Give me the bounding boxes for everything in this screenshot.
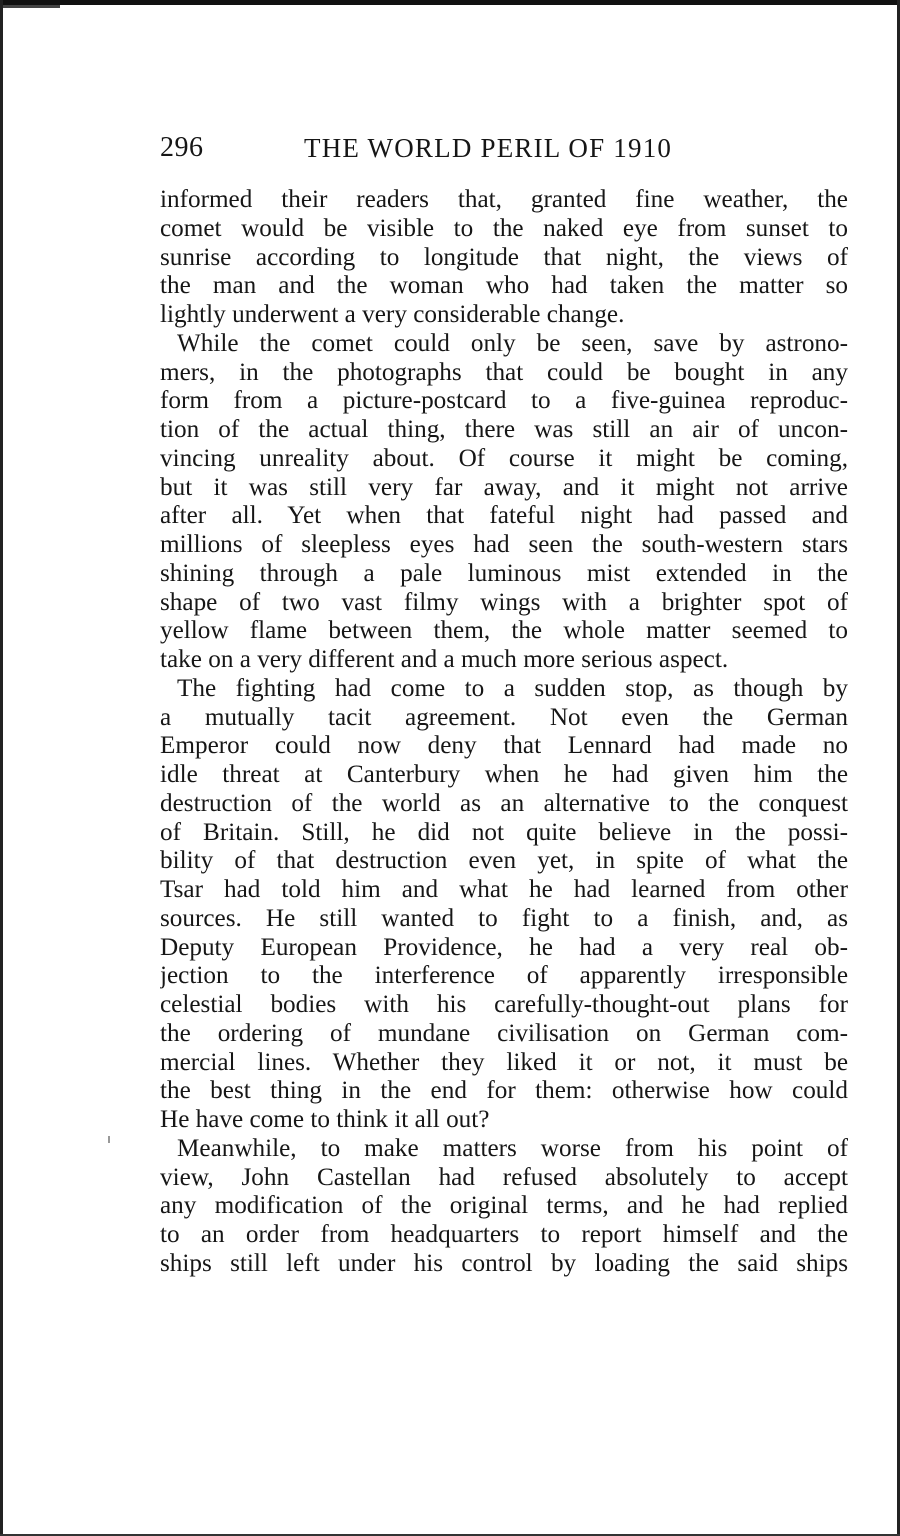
text-line: ships still left under his control by loading the said ships bbox=[160, 1249, 848, 1277]
scan-top-edge-mark bbox=[0, 5, 60, 8]
scan-left-edge bbox=[0, 0, 3, 1536]
text-line: form from a picture-postcard to a five-guinea reproduc- bbox=[160, 387, 848, 415]
text-line: celestial bodies with his carefully-thought-out plans for bbox=[160, 991, 848, 1018]
text-line: take on a very different and a much more serious aspect. bbox=[160, 646, 729, 673]
text-line: Meanwhile, to make matters worse from his point of bbox=[177, 1134, 848, 1162]
text-line: of Britain. Still, he did not quite believe in the possi- bbox=[160, 818, 848, 846]
paragraph bbox=[160, 186, 848, 330]
text-line: sunrise according to longitude that night, the views of bbox=[160, 243, 848, 271]
paragraph bbox=[160, 1135, 848, 1279]
text-line: Tsar had told him and what he had learned from other bbox=[160, 876, 848, 903]
scan-top-edge bbox=[0, 0, 900, 5]
text-line: millions of sleepless eyes had seen the south-western stars bbox=[160, 531, 848, 558]
text-line: While the comet could only be seen, save by astrono- bbox=[177, 329, 848, 357]
text-line: the ordering of mundane civilisation on German com- bbox=[160, 1019, 848, 1047]
scan-speck bbox=[108, 1136, 110, 1143]
text-line: after all. Yet when that fateful night had passed and bbox=[160, 502, 848, 530]
text-line: Emperor could now deny that Lennard had made no bbox=[160, 732, 848, 760]
paragraph bbox=[160, 330, 848, 675]
text-line: a mutually tacit agreement. Not even the German bbox=[160, 703, 848, 731]
text-line: yellow flame between them, the whole matter seemed to bbox=[160, 617, 848, 645]
page-number: 296 bbox=[160, 132, 204, 163]
running-title: THE WORLD PERIL OF 1910 bbox=[304, 133, 673, 163]
text-line: The fighting had come to a sudden stop, as though by bbox=[177, 674, 848, 702]
text-line: vincing unreality about. Of course it might be coming, bbox=[160, 444, 848, 472]
text-line: the man and the woman who had taken the matter so bbox=[160, 272, 848, 300]
text-line: mercial lines. Whether they liked it or not, it must be bbox=[160, 1048, 848, 1076]
page-header bbox=[160, 131, 848, 171]
text-line: mers, in the photographs that could be bought in any bbox=[160, 358, 848, 386]
text-line: shining through a pale luminous mist extended in the bbox=[160, 559, 848, 587]
text-line: lightly underwent a very considerable change. bbox=[160, 301, 625, 328]
text-line: view, John Castellan had refused absolutely to accept bbox=[160, 1163, 848, 1191]
text-line: destruction of the world as an alternative to the conquest bbox=[160, 789, 848, 817]
text-line: He have come to think it all out? bbox=[160, 1106, 490, 1133]
text-line: shape of two vast filmy wings with a brighter spot of bbox=[160, 588, 848, 616]
text-line: bility of that destruction even yet, in spite of what the bbox=[160, 847, 848, 875]
text-line: tion of the actual thing, there was still an air of uncon- bbox=[160, 416, 848, 443]
text-line: comet would be visible to the naked eye from sunset to bbox=[160, 214, 848, 242]
text-line: Deputy European Providence, he had a very real ob- bbox=[160, 933, 848, 961]
body-text bbox=[160, 186, 848, 1279]
text-line: sources. He still wanted to fight to a finish, and, as bbox=[160, 904, 848, 932]
text-line: informed their readers that, granted fine weather, the bbox=[160, 186, 848, 213]
text-line: any modification of the original terms, and he had replied bbox=[160, 1192, 848, 1220]
text-line: to an order from headquarters to report himself and the bbox=[160, 1221, 848, 1248]
paragraph bbox=[160, 675, 848, 1135]
text-line: the best thing in the end for them: otherwise how could bbox=[160, 1077, 848, 1105]
text-line: idle threat at Canterbury when he had given him the bbox=[160, 761, 848, 788]
text-line: but it was still very far away, and it might not arrive bbox=[160, 473, 848, 501]
text-line: jection to the interference of apparently irresponsible bbox=[160, 962, 848, 990]
